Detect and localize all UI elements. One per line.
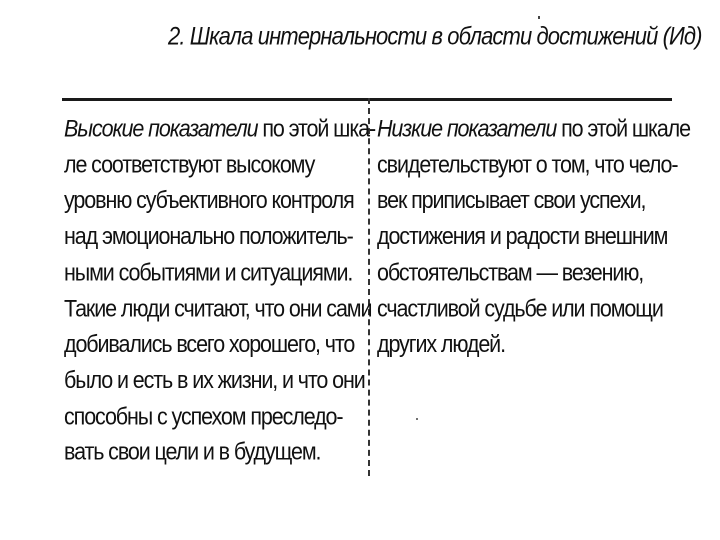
table-top-rule <box>62 98 672 101</box>
text-line: достижения и радости внешним <box>377 223 668 250</box>
text-line: над эмоционально положитель- <box>64 223 353 250</box>
text-line: Такие люди считают, что они сами <box>64 295 372 322</box>
low-scores-column <box>377 111 690 363</box>
high-scores-column <box>64 111 376 471</box>
text-line: добивались всего хорошего, что <box>64 331 355 358</box>
low-scores-heading: Низкие показатели <box>377 115 557 142</box>
text-line: свидетельствуют о том, что чело- <box>377 151 678 178</box>
text-line: счастливой судьбе или помощи <box>377 295 663 322</box>
text-line <box>377 111 690 147</box>
text-line: вать свои цели и в будущем. <box>64 439 321 466</box>
text-line: уровню субъективного контроля <box>64 187 354 214</box>
section-title: 2. Шкала интернальности в области достижений (Ид) <box>168 22 702 50</box>
text-fragment: по этой шкале <box>556 115 690 142</box>
text-line <box>64 111 376 147</box>
scan-speck <box>416 418 418 420</box>
text-line: способны с успехом преследо- <box>64 403 343 430</box>
text-line: было и есть в их жизни, и что они <box>64 367 365 394</box>
scan-speck <box>538 16 540 19</box>
column-divider <box>368 98 370 476</box>
text-line: других людей. <box>377 331 505 358</box>
text-line: обстоятельствам — везению, <box>377 259 644 286</box>
text-line: век приписывает свои успехи, <box>377 187 646 214</box>
text-line: ле соответствуют высокому <box>64 151 315 178</box>
text-fragment: по этой шка- <box>257 115 376 142</box>
high-scores-heading: Высокие показатели <box>64 115 258 142</box>
text-line: ными событиями и ситуациями. <box>64 259 353 286</box>
